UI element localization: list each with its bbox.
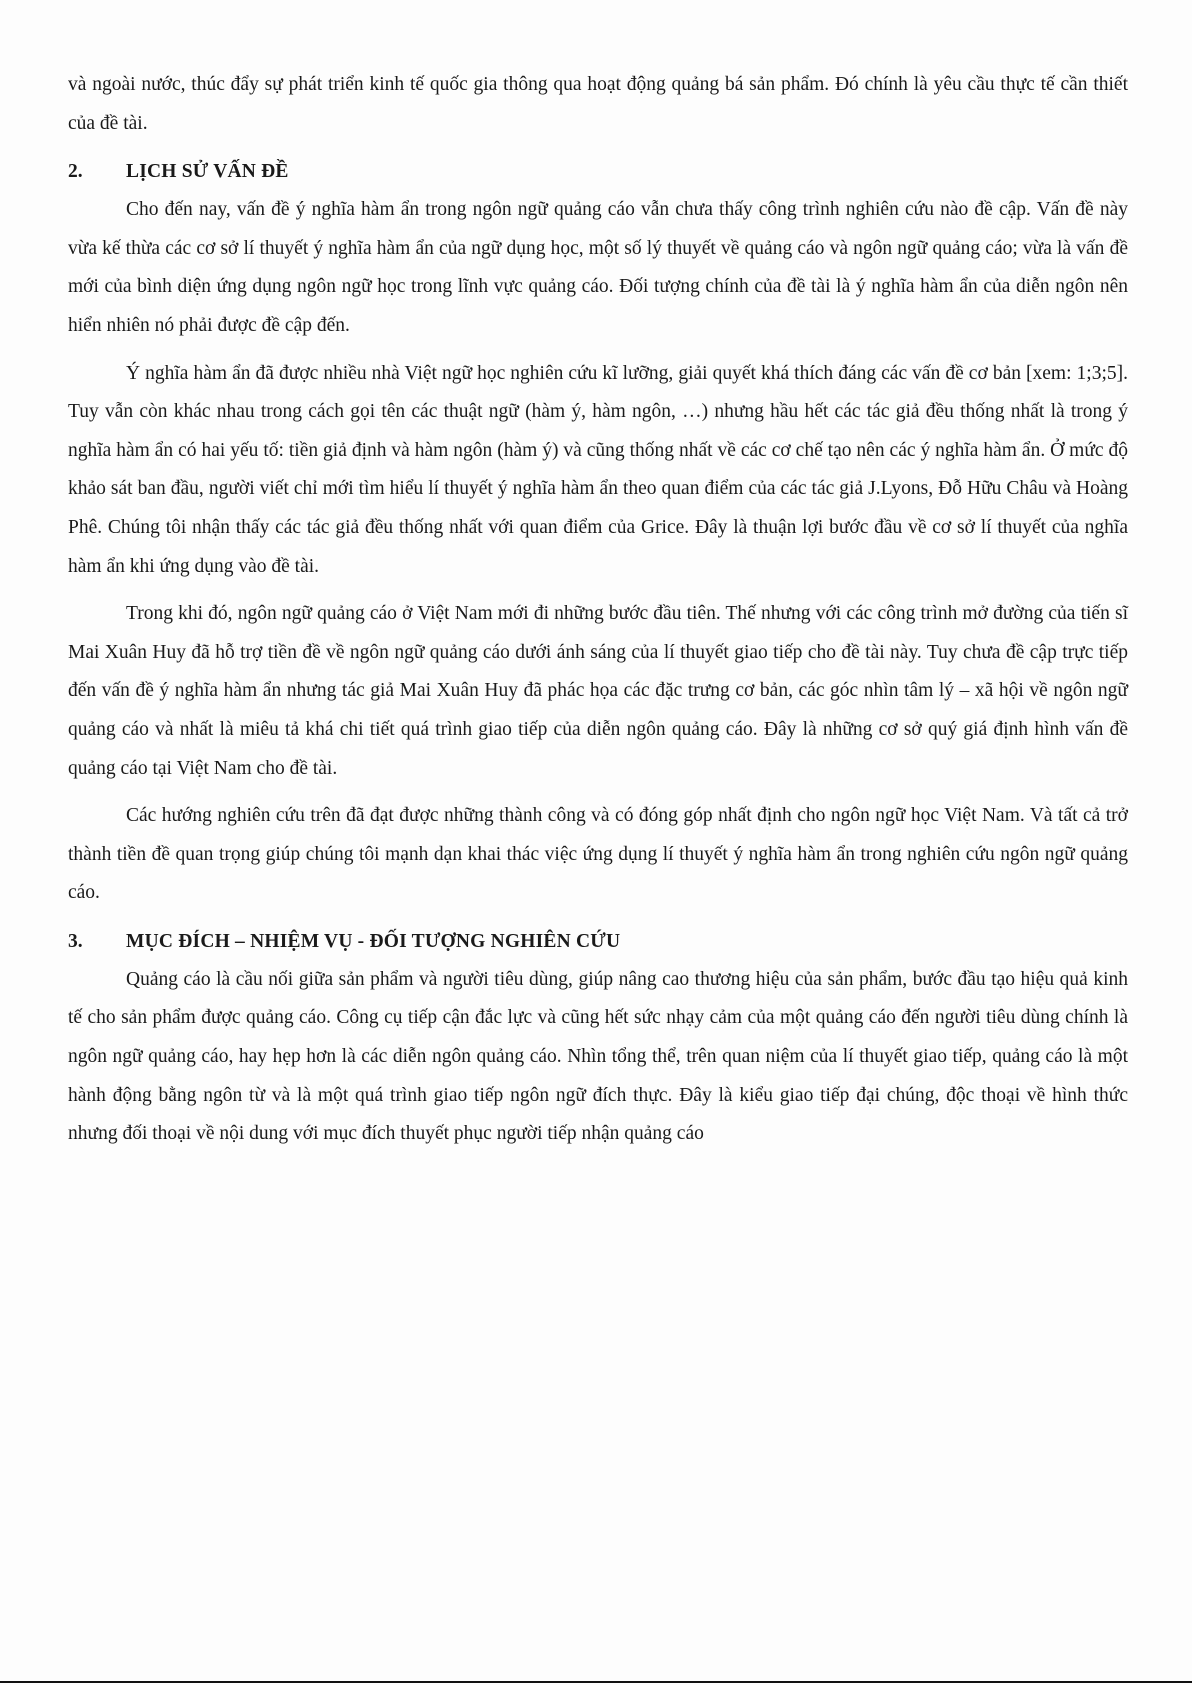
section-2-title: LỊCH SỬ VẤN ĐỀ [126, 161, 289, 183]
section-2-paragraph: Các hướng nghiên cứu trên đã đạt được những thành công và có đóng góp nhất định cho ngôn ngữ học Việt Nam. Và tất cả trở thành tiền đề quan trọng giúp chúng tôi mạnh dạn khai thác việc ứng dụng lí thuyết ý nghĩa hàm ẩn trong nghiên cứu ngôn ngữ quảng cáo. [68, 805, 1128, 904]
section-3-paragraph: Quảng cáo là cầu nối giữa sản phẩm và người tiêu dùng, giúp nâng cao thương hiệu của sản phẩm, bước đầu tạo hiệu quả kinh tế cho sản phẩm được quảng cáo. Công cụ tiếp cận đắc lực và cũng hết sức nhạy cảm của một quảng cáo đến người tiêu dùng chính là ngôn ngữ quảng cáo, hay hẹp hơn là các diễn ngôn quảng cáo. Nhìn tổng thể, trên quan niệm của lí thuyết giao tiếp, quảng cáo là một hành động bằng ngôn từ và là một quá trình giao tiếp ngôn ngữ đích thực. Đây là kiểu giao tiếp đại chúng, độc thoại về hình thức nhưng đối thoại về nội dung với mục đích thuyết phục người tiếp nhận quảng cáo [68, 968, 1128, 1145]
document-body [68, 66, 1128, 1154]
section-3-heading [68, 923, 1128, 961]
section-3-title: MỤC ĐÍCH – NHIỆM VỤ - ĐỐI TƯỢNG NGHIÊN CỨU [126, 930, 621, 952]
intro-paragraph: và ngoài nước, thúc đẩy sự phát triển kinh tế quốc gia thông qua hoạt động quảng bá sản phẩm. Đó chính là yêu cầu thực tế cần thiết của đề tài. [68, 74, 1128, 134]
section-2-paragraph: Trong khi đó, ngôn ngữ quảng cáo ở Việt Nam mới đi những bước đầu tiên. Thế nhưng với các công trình mở đường của tiến sĩ Mai Xuân Huy đã hỗ trợ tiền đề về ngôn ngữ quảng cáo dưới ánh sáng của lí thuyết giao tiếp cho đề tài này. Tuy chưa đề cập trực tiếp đến vấn đề ý nghĩa hàm ẩn nhưng tác giả Mai Xuân Huy đã phác họa các đặc trưng cơ bản, các góc nhìn tâm lý – xã hội về ngôn ngữ quảng cáo và nhất là miêu tả khá chi tiết quá trình giao tiếp của diễn ngôn quảng cáo. Đây là những cơ sở quý giá định hình vấn đề quảng cáo tại Việt Nam cho đề tài. [68, 603, 1128, 779]
section-2-paragraph: Cho đến nay, vấn đề ý nghĩa hàm ẩn trong ngôn ngữ quảng cáo vẫn chưa thấy công trình nghiên cứu nào đề cập. Vấn đề này vừa kế thừa các cơ sở lí thuyết ý nghĩa hàm ẩn của ngữ dụng học, một số lý thuyết về quảng cáo và ngôn ngữ quảng cáo; vừa là vấn đề mới của bình diện ứng dụng ngôn ngữ học trong lĩnh vực quảng cáo. Đối tượng chính của đề tài là ý nghĩa hàm ẩn của diễn ngôn nên hiển nhiên nó phải được đề cập đến. [68, 199, 1128, 336]
section-3-number: 3. [68, 930, 83, 952]
section-2-number: 2. [68, 161, 83, 183]
bottom-border-line [0, 1681, 1192, 1683]
section-2-heading [68, 153, 1128, 191]
section-2-paragraph: Ý nghĩa hàm ẩn đã được nhiều nhà Việt ngữ học nghiên cứu kĩ lưỡng, giải quyết khá thích đáng các vấn đề cơ bản [xem: 1;3;5]. Tuy vẫn còn khác nhau trong cách gọi tên các thuật ngữ (hàm ý, hàm ngôn, …) nhưng hầu hết các tác giả đều thống nhất là trong ý nghĩa hàm ẩn có hai yếu tố: tiền giả định và hàm ngôn (hàm ý) và cũng thống nhất về các cơ chế tạo nên các ý nghĩa hàm ẩn. Ở mức độ khảo sát ban đầu, người viết chỉ mới tìm hiểu lí thuyết ý nghĩa hàm ẩn theo quan điểm của các tác giả J.Lyons, Đỗ Hữu Châu và Hoàng Phê. Chúng tôi nhận thấy các tác giả đều thống nhất với quan điểm của Grice. Đây là thuận lợi bước đầu về cơ sở lí thuyết của nghĩa hàm ẩn khi ứng dụng vào đề tài. [68, 362, 1128, 577]
